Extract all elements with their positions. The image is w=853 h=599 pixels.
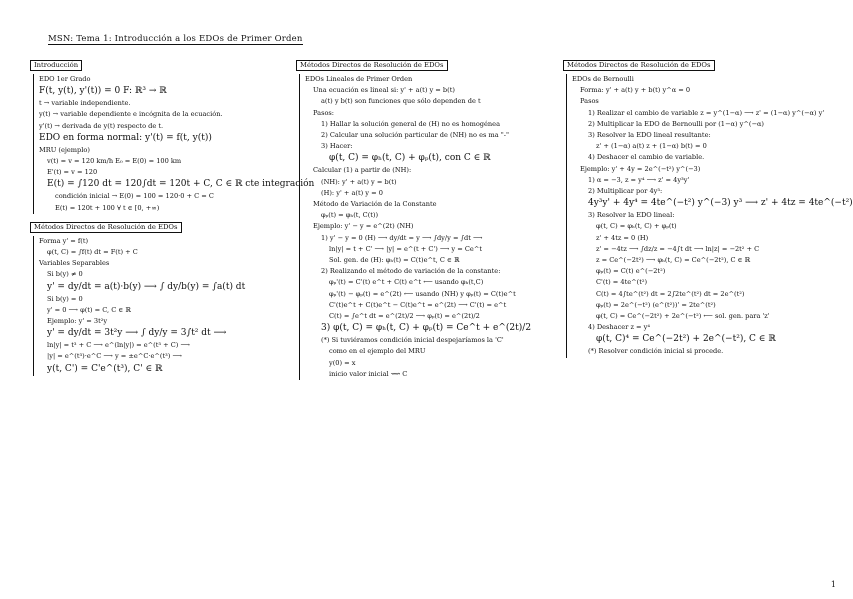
text-line: ln|y| = t³ + C ⟶ e^(ln|y|) = e^(t³ + C) ⟶ (47, 341, 190, 350)
bernoulli-edos-body (566, 74, 853, 358)
section-heading-direct-methods: Métodos Directos de Resolución de EDOs (563, 60, 715, 71)
text-line: Ejemplo: y' − y = e^(2t) (NH) (313, 222, 414, 231)
text-line: Ejemplo: y' = 3t²y (47, 317, 108, 326)
text-line: z' + 4tz = 0 (H) (596, 233, 649, 242)
text-line: |y| = e^(t³)·e^C ⟶ y = ±e^C·e^(t³) ⟶ (47, 352, 182, 361)
text-line: z = Ce^(−2t²) ⟶ φₕ(t, C) = Ce^(−2t²), C ∈ ℝ (596, 256, 751, 265)
text-line: 3) Resolver la EDO lineal resultante: (588, 131, 711, 140)
column-bernoulli-edos (563, 58, 853, 358)
text-line: E'(t) = v = 120 (47, 168, 98, 177)
text-line: Variables Separables (39, 259, 110, 268)
text-line: y(t) → variable dependiente e incógnita de la ecuación. (39, 110, 223, 119)
text-line: φ(t, C) = ∫f(t) dt = F(t) + C (47, 248, 138, 257)
column-introduction (30, 58, 315, 376)
text-line: condición inicial → E(0) = 100 = 120·0 + C = C (55, 192, 214, 201)
page-title (48, 34, 303, 44)
text-line: φ(t, C) = φₕ(t, C) + φₚ(t), con C ∈ ℝ (329, 153, 491, 164)
text-line: z' = −4tz ⟶ ∫dz/z = −4∫t dt ⟶ ln|z| = −2t² + C (596, 244, 760, 253)
text-line: C(t) = ∫e^t dt = e^(2t)/2 ⟶ φₚ(t) = e^(2t)/2 (329, 312, 480, 321)
column-linear-edos (296, 58, 551, 380)
text-line: a(t) y b(t) son funciones que sólo dependen de t (321, 97, 481, 106)
introduction-body (33, 74, 315, 214)
text-line: 2) Realizando el método de variación de la constante: (321, 267, 501, 276)
text-line: EDO en forma normal: y'(t) = f(t, y(t)) (39, 132, 212, 143)
text-line: MRU (ejemplo) (39, 145, 90, 154)
text-line: φₚ'(t) = C'(t) e^t + C(t) e^t ⟵ usando φₕ(t,C) (329, 278, 484, 287)
text-line: 2) Multiplicar por 4y³: (588, 187, 663, 196)
text-line: 2) Calcular una solución particular de (NH) no es ma "-" (321, 131, 510, 140)
text-line: 3) Hacer: (321, 142, 353, 151)
text-line: C(t) = 4∫te^(t²) dt = 2∫2te^(t²) dt = 2e^(t²) (596, 289, 745, 298)
text-line: φ(t, C)⁴ = Ce^(−2t²) + 2e^(−t²), C ∈ ℝ (596, 334, 776, 345)
text-line: φₚ(t) = φₕ(t, C(t)) (321, 211, 379, 220)
text-line: E(t) = ∫120 dt = 120∫dt = 120t + C, C ∈ ℝ cte integración (47, 179, 315, 190)
page-title-text: MSN: Tema 1: Introducción a los EDOs de Primer Orden (48, 34, 303, 44)
text-line: E(t) = 120t + 100 ∀ t ∈ [0, +∞) (55, 203, 160, 212)
text-line: 2) Multiplicar la EDO de Bernoulli por (1−α) y^(−α) (588, 119, 765, 128)
text-line: φₚ(t) = 2e^(−t²) (e^(t²))' = 2te^(t²) (596, 300, 716, 309)
text-line: y' = dy/dt = 3t²y ⟶ ∫ dy/y = 3∫t² dt ⟶ (47, 328, 227, 339)
text-line: Pasos: (313, 108, 335, 117)
text-line: 1) α = −3, z = y⁴ ⟶ z' = 4y³y' (588, 175, 690, 184)
text-line: 1) Realizar el cambio de variable z = y^(1−α) ⟶ z' = (1−α) y^(−α) y' (588, 108, 825, 117)
text-line: φ(t, C) = Ce^(−2t²) + 2e^(−t²) ⟵ sol. gen. para 'z' (596, 312, 770, 321)
text-line: y' = dy/dt = a(t)·b(y) ⟶ ∫ dy/b(y) = ∫a(t) dt (47, 281, 246, 292)
text-line: 4) Deshacer el cambio de variable. (588, 153, 705, 162)
text-line: Pasos (580, 97, 599, 106)
text-line: φₚ'(t) − φₚ(t) = e^(2t) ⟵ usando (NH) y φₚ(t) = C(t)e^t (329, 289, 516, 298)
text-line: 1) Hallar la solución general de (H) no es homogénea (321, 119, 501, 128)
text-line: Si b(y) = 0 (47, 294, 83, 303)
text-line: v(t) = v = 120 km/h E₀ = E(0) = 100 km (47, 157, 182, 166)
text-line: Método de Variación de la Constante (313, 200, 437, 209)
text-line: y' = 0 ⟶ φ(t) = C, C ∈ ℝ (47, 305, 131, 314)
text-line: Una ecuación es lineal si: y' + a(t) y = b(t) (313, 86, 455, 95)
text-line: t → variable independiente. (39, 99, 131, 108)
text-line: como en el ejemplo del MRU (329, 347, 426, 356)
text-line: (*) Si tuviéramos condición inicial despejaríamos la 'C' (321, 336, 504, 345)
text-line: 1) y' − y = 0 (H) ⟶ dy/dt = y ⟶ ∫dy/y = ∫dt ⟶ (321, 233, 483, 242)
text-line: F(t, y(t), y'(t)) = 0 F: ℝ³ → ℝ (39, 86, 167, 97)
text-line: (*) Resolver condición inicial si procede. (588, 347, 724, 356)
text-line: y(0) = x (329, 358, 356, 367)
text-line: Forma y' = f(t) (39, 236, 89, 245)
text-line: Si b(y) ≠ 0 (47, 270, 83, 279)
text-line: y'(t) → derivada de y(t) respecto de t. (39, 121, 164, 130)
text-line: y(t, C') = C'e^(t³), C' ∈ ℝ (47, 363, 163, 374)
text-line: Ejemplo: y' + 4y = 2e^(−t²) y^(−3) (580, 164, 701, 173)
section-heading-direct-methods: Métodos Directos de Resolución de EDOs (30, 222, 182, 233)
text-line: 3) Resolver la EDO lineal: (588, 211, 675, 220)
text-line: EDO 1er Grado (39, 75, 91, 83)
text-line: 4) Deshacer z = y⁴ (588, 323, 651, 332)
text-line: Forma: y' + a(t) y + b(t) y^α = 0 (580, 86, 691, 95)
text-line: (NH): y' + a(t) y = b(t) (321, 177, 397, 186)
direct-methods-body (33, 236, 275, 376)
text-line: ln|y| = t + C' ⟶ |y| = e^(t + C') ⟶ y = Ce^t (329, 244, 482, 253)
text-line: 4y³y' + 4y⁴ = 4te^(−t²) y^(−3) y³ ⟶ z' + 4tz = 4te^(−t²) (588, 198, 853, 209)
linear-edos-body (299, 74, 551, 380)
text-line: φₚ(t) = C(t) e^(−2t²) (596, 267, 666, 276)
text-line: C'(t) = 4te^(t²) (596, 278, 648, 287)
page-number: 1 (830, 580, 836, 589)
text-line: inicio valor inicial ⟿ C (329, 369, 408, 378)
text-line: (H): y' + a(t) y = 0 (321, 188, 383, 197)
text-line: z' + (1−α) a(t) z + (1−α) b(t) = 0 (596, 142, 707, 151)
text-line: Sol. gen. de (H): φₕ(t) = C(t)e^t, C ∈ ℝ (329, 256, 460, 265)
section-heading-introduction: Introducción (30, 60, 82, 71)
text-line: EDOs Lineales de Primer Orden (305, 75, 413, 83)
section-heading-direct-methods: Métodos Directos de Resolución de EDOs (296, 60, 448, 71)
text-line: Calcular (1) a partir de (NH): (313, 166, 412, 175)
text-line: φ(t, C) = φₕ(t, C) + φₚ(t) (596, 222, 677, 231)
text-line: 3) φ(t, C) = φₕ(t, C) + φₚ(t) = Ce^t + e^(2t)/2 (321, 323, 532, 334)
text-line: EDOs de Bernoulli (572, 75, 634, 83)
text-line: C'(t)e^t + C(t)e^t − C(t)e^t = e^(2t) ⟶ C'(t) = e^t (329, 300, 507, 309)
